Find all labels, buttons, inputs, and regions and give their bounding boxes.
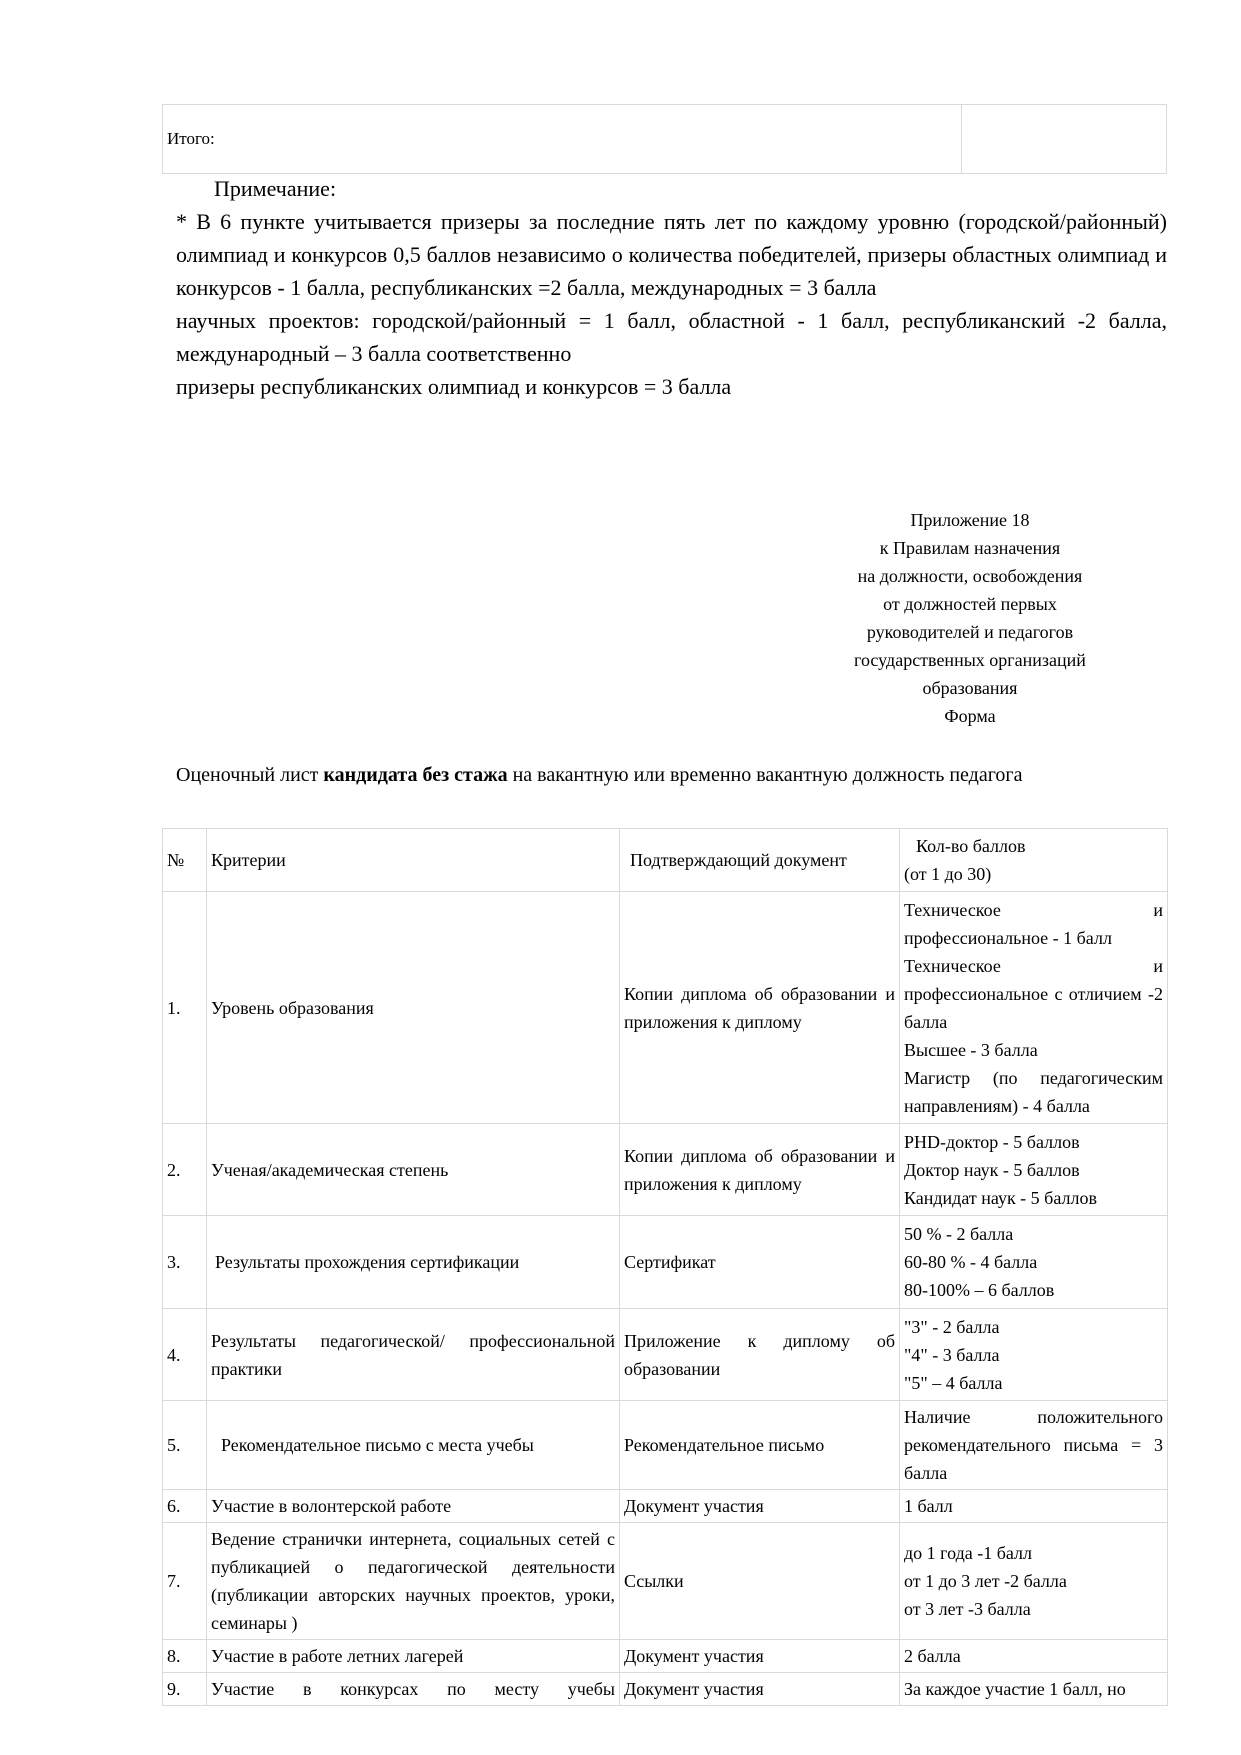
row-criteria: Результаты прохождения сертификации: [207, 1216, 620, 1309]
score-line: до 1 года -1 балл: [904, 1543, 1032, 1563]
score-line: Наличие положительного рекомендательного письма = 3 балла: [904, 1407, 1163, 1483]
row-document: Копии диплома об образовании и приложения к диплому: [620, 1124, 900, 1216]
header-score-line2: (от 1 до 30): [904, 864, 992, 884]
appendix-header: [820, 506, 1120, 730]
note-paragraph: научных проектов: городской/районный = 1 балл, областной - 1 балл, республиканский -2 балла, международный – 3 балла соответственно: [176, 308, 1167, 366]
row-num: 4.: [163, 1309, 207, 1401]
row-criteria: Ведение странички интернета, социальных сетей с публикацией о педагогической деятельности (публикации авторских научных проектов, уроки, семинары ): [207, 1523, 620, 1640]
row-score: [900, 1124, 1168, 1216]
score-line: 1 балл: [904, 1496, 953, 1516]
row-score: [900, 1673, 1168, 1706]
header-document: Подтверждающий документ: [620, 829, 900, 892]
score-line: Кандидат наук - 5 баллов: [904, 1187, 1097, 1208]
row-score: [900, 1640, 1168, 1673]
appendix-line: на должности, освобождения: [857, 566, 1083, 586]
row-num: 3.: [163, 1216, 207, 1309]
table-row: [163, 1490, 1168, 1523]
table-row: [163, 1673, 1168, 1706]
appendix-line: государственных организаций: [854, 650, 1086, 670]
score-line: Техническое и профессиональное - 1 балл: [904, 899, 1163, 948]
row-document: Документ участия: [620, 1673, 900, 1706]
table-row: [163, 1523, 1168, 1640]
score-line: "4" - 3 балла: [904, 1344, 1000, 1365]
row-score: [900, 1523, 1168, 1640]
score-line: Техническое и профессиональное с отличием -2 балла: [904, 955, 1163, 1032]
note-paragraph: призеры республиканских олимпиад и конкурсов = 3 балла: [176, 374, 732, 399]
score-line: За каждое участие 1 балл, но: [904, 1679, 1126, 1699]
itogo-row: [163, 105, 1167, 174]
table-row: [163, 1309, 1168, 1401]
note-block: [176, 172, 1167, 403]
score-line: 50 % - 2 балла: [904, 1224, 1014, 1244]
appendix-line: руководителей и педагогов: [866, 622, 1074, 642]
row-num: 6.: [163, 1490, 207, 1523]
criteria-table: [162, 828, 1168, 1706]
table-row: [163, 1216, 1168, 1309]
row-criteria: Рекомендательное письмо с места учебы: [207, 1401, 620, 1490]
score-line: Магистр (по педагогическим направлениям) - 4 балла: [904, 1067, 1163, 1116]
score-line: от 1 до 3 лет -2 балла: [904, 1571, 1067, 1591]
form-label: Форма: [944, 706, 996, 726]
row-num: 5.: [163, 1401, 207, 1490]
table-row: [163, 1124, 1168, 1216]
score-line: "3" - 2 балла: [904, 1316, 1000, 1337]
table-row: [163, 1401, 1168, 1490]
table-row: [163, 892, 1168, 1124]
row-score: [900, 1490, 1168, 1523]
row-document: Рекомендательное письмо: [620, 1401, 900, 1490]
appendix-line: образования: [922, 678, 1018, 698]
row-document: Документ участия: [620, 1490, 900, 1523]
row-document: Сертификат: [620, 1216, 900, 1309]
header-num: №: [163, 829, 207, 892]
appendix-line: от должностей первых: [883, 594, 1057, 614]
row-document: Копии диплома об образовании и приложения к диплому: [620, 892, 900, 1124]
header-score-line1: Кол-во баллов: [916, 836, 1026, 856]
row-score: [900, 1216, 1168, 1309]
row-num: 7.: [163, 1523, 207, 1640]
form-title-suffix: на вакантную или временно вакантную должность педагога: [507, 764, 1023, 786]
row-score: [900, 1401, 1168, 1490]
score-line: PHD-доктор - 5 баллов: [904, 1131, 1080, 1152]
itogo-label: Итого:: [163, 105, 962, 174]
score-line: 60-80 % - 4 балла: [904, 1252, 1038, 1272]
row-criteria: Ученая/академическая степень: [207, 1124, 620, 1216]
score-line: Высшее - 3 балла: [904, 1039, 1038, 1060]
row-num: 9.: [163, 1673, 207, 1706]
itogo-value: [962, 105, 1167, 174]
row-criteria: Уровень образования: [207, 892, 620, 1124]
score-line: от 3 лет -3 балла: [904, 1599, 1031, 1619]
score-line: "5" – 4 балла: [904, 1372, 1003, 1393]
row-num: 2.: [163, 1124, 207, 1216]
form-title-bold: кандидата без стажа: [323, 764, 508, 786]
table-row: [163, 1640, 1168, 1673]
row-score: [900, 1309, 1168, 1401]
appendix-line: к Правилам назначения: [879, 538, 1061, 558]
note-paragraph: * В 6 пункте учитывается призеры за последние пять лет по каждому уровню (городской/районный) олимпиад и конкурсов 0,5 баллов независимо о количества победителей, призеры областных олимпиад и конкурсов - 1 балла, республиканских =2 балла, международных = 3 балла: [176, 209, 1167, 300]
form-title: [176, 764, 1022, 787]
row-score: [900, 892, 1168, 1124]
score-line: 2 балла: [904, 1646, 961, 1666]
row-document: Документ участия: [620, 1640, 900, 1673]
header-criteria: Критерии: [207, 829, 620, 892]
row-document: Приложение к диплому об образовании: [620, 1309, 900, 1401]
row-num: 8.: [163, 1640, 207, 1673]
appendix-line: Приложение 18: [910, 510, 1030, 530]
score-line: 80-100% – 6 баллов: [904, 1280, 1055, 1300]
row-num: 1.: [163, 892, 207, 1124]
row-criteria: Результаты педагогической/ профессиональной практики: [207, 1309, 620, 1401]
row-document: Ссылки: [620, 1523, 900, 1640]
form-title-prefix: Оценочный лист: [176, 764, 324, 786]
row-criteria: Участие в конкурсах по месту учебы: [207, 1673, 620, 1706]
itogo-table: [162, 104, 1167, 174]
score-line: Доктор наук - 5 баллов: [904, 1159, 1080, 1180]
table-header-row: [163, 829, 1168, 892]
note-title: Примечание:: [214, 176, 337, 201]
row-criteria: Участие в работе летних лагерей: [207, 1640, 620, 1673]
row-criteria: Участие в волонтерской работе: [207, 1490, 620, 1523]
header-score: [900, 829, 1168, 892]
